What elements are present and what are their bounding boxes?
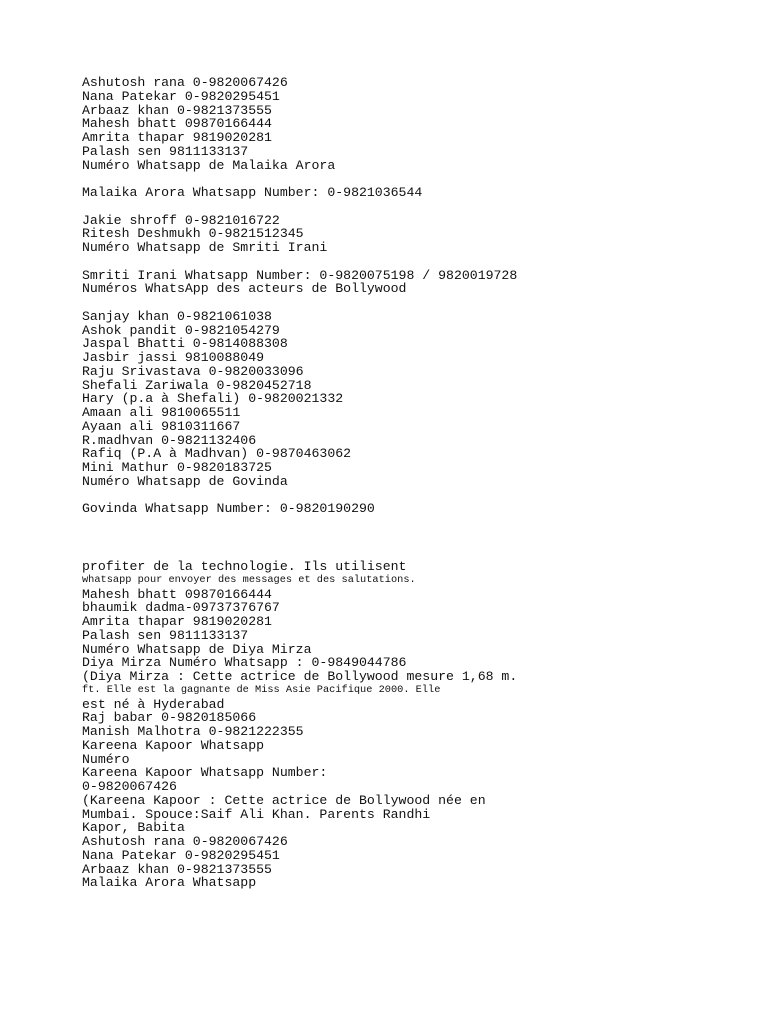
- text-line: Govinda Whatsapp Number: 0-9820190290: [82, 501, 375, 517]
- heading-line: Numéro Whatsapp de Smriti Irani: [82, 240, 328, 255]
- text-line: Mini Mathur 0-9820183725: [82, 460, 272, 475]
- text-line: Ashutosh rana 0-9820067426: [82, 834, 288, 849]
- heading-line: Numéro Whatsapp de Govinda: [82, 473, 288, 489]
- text-line: Shefali Zariwala 0-9820452718: [82, 377, 312, 393]
- text-line: est né à Hyderabad: [82, 696, 225, 712]
- text-line: Amaan ali 9810065511: [82, 405, 241, 420]
- text-line: Jasbir jassi 9810088049: [82, 350, 265, 365]
- text-line: Ashutosh rana 0-9820067426: [82, 75, 288, 90]
- text-line: Nana Patekar 0-9820295451: [82, 88, 280, 104]
- text-line: Jakie shroff 0-9821016722: [82, 212, 280, 228]
- contact-list-top: [82, 76, 742, 516]
- text-line: Arbaaz khan 0-9821373555: [82, 102, 272, 118]
- text-line: Ritesh Deshmukh 0-9821512345: [82, 226, 304, 242]
- text-line: Mumbai. Spouce:Saif Ali Khan. Parents Randhi: [82, 806, 431, 822]
- text-line: Jaspal Bhatti 0-9814088308: [82, 336, 288, 352]
- text-line: Rafiq (P.A à Madhvan) 0-9870463062: [82, 446, 352, 462]
- heading-line: Numéro: [82, 751, 130, 767]
- blank-line: [82, 200, 742, 214]
- contact-list-bottom: [82, 560, 742, 890]
- text-line: R.madhvan 0-9821132406: [82, 432, 257, 448]
- blank-line: [82, 172, 742, 186]
- text-line: ft. Elle est la gagnante de Miss Asie Pacifique 2000. Elle: [82, 683, 441, 696]
- text-line: Kareena Kapoor Whatsapp Number:: [82, 765, 328, 781]
- text-line: Mahesh bhatt 09870166444: [82, 116, 272, 132]
- text-line: Diya Mirza Numéro Whatsapp : 0-9849044786: [82, 655, 407, 671]
- text-line: Kapor, Babita: [82, 820, 185, 836]
- text-line: Palash sen 9811133137: [82, 143, 249, 159]
- text-line: Ayaan ali 9810311667: [82, 418, 241, 434]
- heading-line: Kareena Kapoor Whatsapp: [82, 737, 265, 753]
- text-line: Mahesh bhatt 09870166444: [82, 586, 272, 602]
- blank-line: [82, 489, 742, 503]
- heading-line: Numéro Whatsapp de Malaika Arora: [82, 157, 336, 173]
- text-line: Smriti Irani Whatsapp Number: 0-9820075198 / 9820019728: [82, 267, 518, 283]
- text-line: (Kareena Kapoor : Cette actrice de Bollywood née en: [82, 792, 486, 808]
- text-line: profiter de la technologie. Ils utilisent: [82, 559, 407, 574]
- text-line: (Diya Mirza : Cette actrice de Bollywood mesure 1,68 m.: [82, 669, 518, 684]
- text-line: Raj babar 0-9820185066: [82, 710, 257, 726]
- text-line: Amrita thapar 9819020281: [82, 130, 272, 145]
- text-line: whatsapp pour envoyer des messages et des salutations.: [82, 573, 416, 586]
- text-line: Arbaaz khan 0-9821373555: [82, 861, 272, 877]
- text-line: Palash sen 9811133137: [82, 627, 249, 643]
- text-line: Raju Srivastava 0-9820033096: [82, 363, 304, 379]
- text-line: Malaika Arora Whatsapp: [82, 875, 257, 891]
- text-line: Ashok pandit 0-9821054279: [82, 322, 280, 338]
- text-line: bhaumik dadma-09737376767: [82, 600, 280, 616]
- blank-line: [82, 255, 742, 269]
- text-line: Manish Malhotra 0-9821222355: [82, 724, 304, 739]
- text-line: Hary (p.a à Shefali) 0-9820021332: [82, 391, 344, 407]
- heading-line: Numéros WhatsApp des acteurs de Bollywood: [82, 281, 407, 297]
- heading-line: Numéro Whatsapp de Diya Mirza: [82, 641, 312, 657]
- text-line: Malaika Arora Whatsapp Number: 0-9821036544: [82, 185, 423, 200]
- text-line: 0-9820067426: [82, 779, 177, 794]
- text-line: Nana Patekar 0-9820295451: [82, 847, 280, 863]
- text-line: Sanjay khan 0-9821061038: [82, 308, 272, 324]
- blank-line: [82, 296, 742, 310]
- text-line: Amrita thapar 9819020281: [82, 614, 272, 629]
